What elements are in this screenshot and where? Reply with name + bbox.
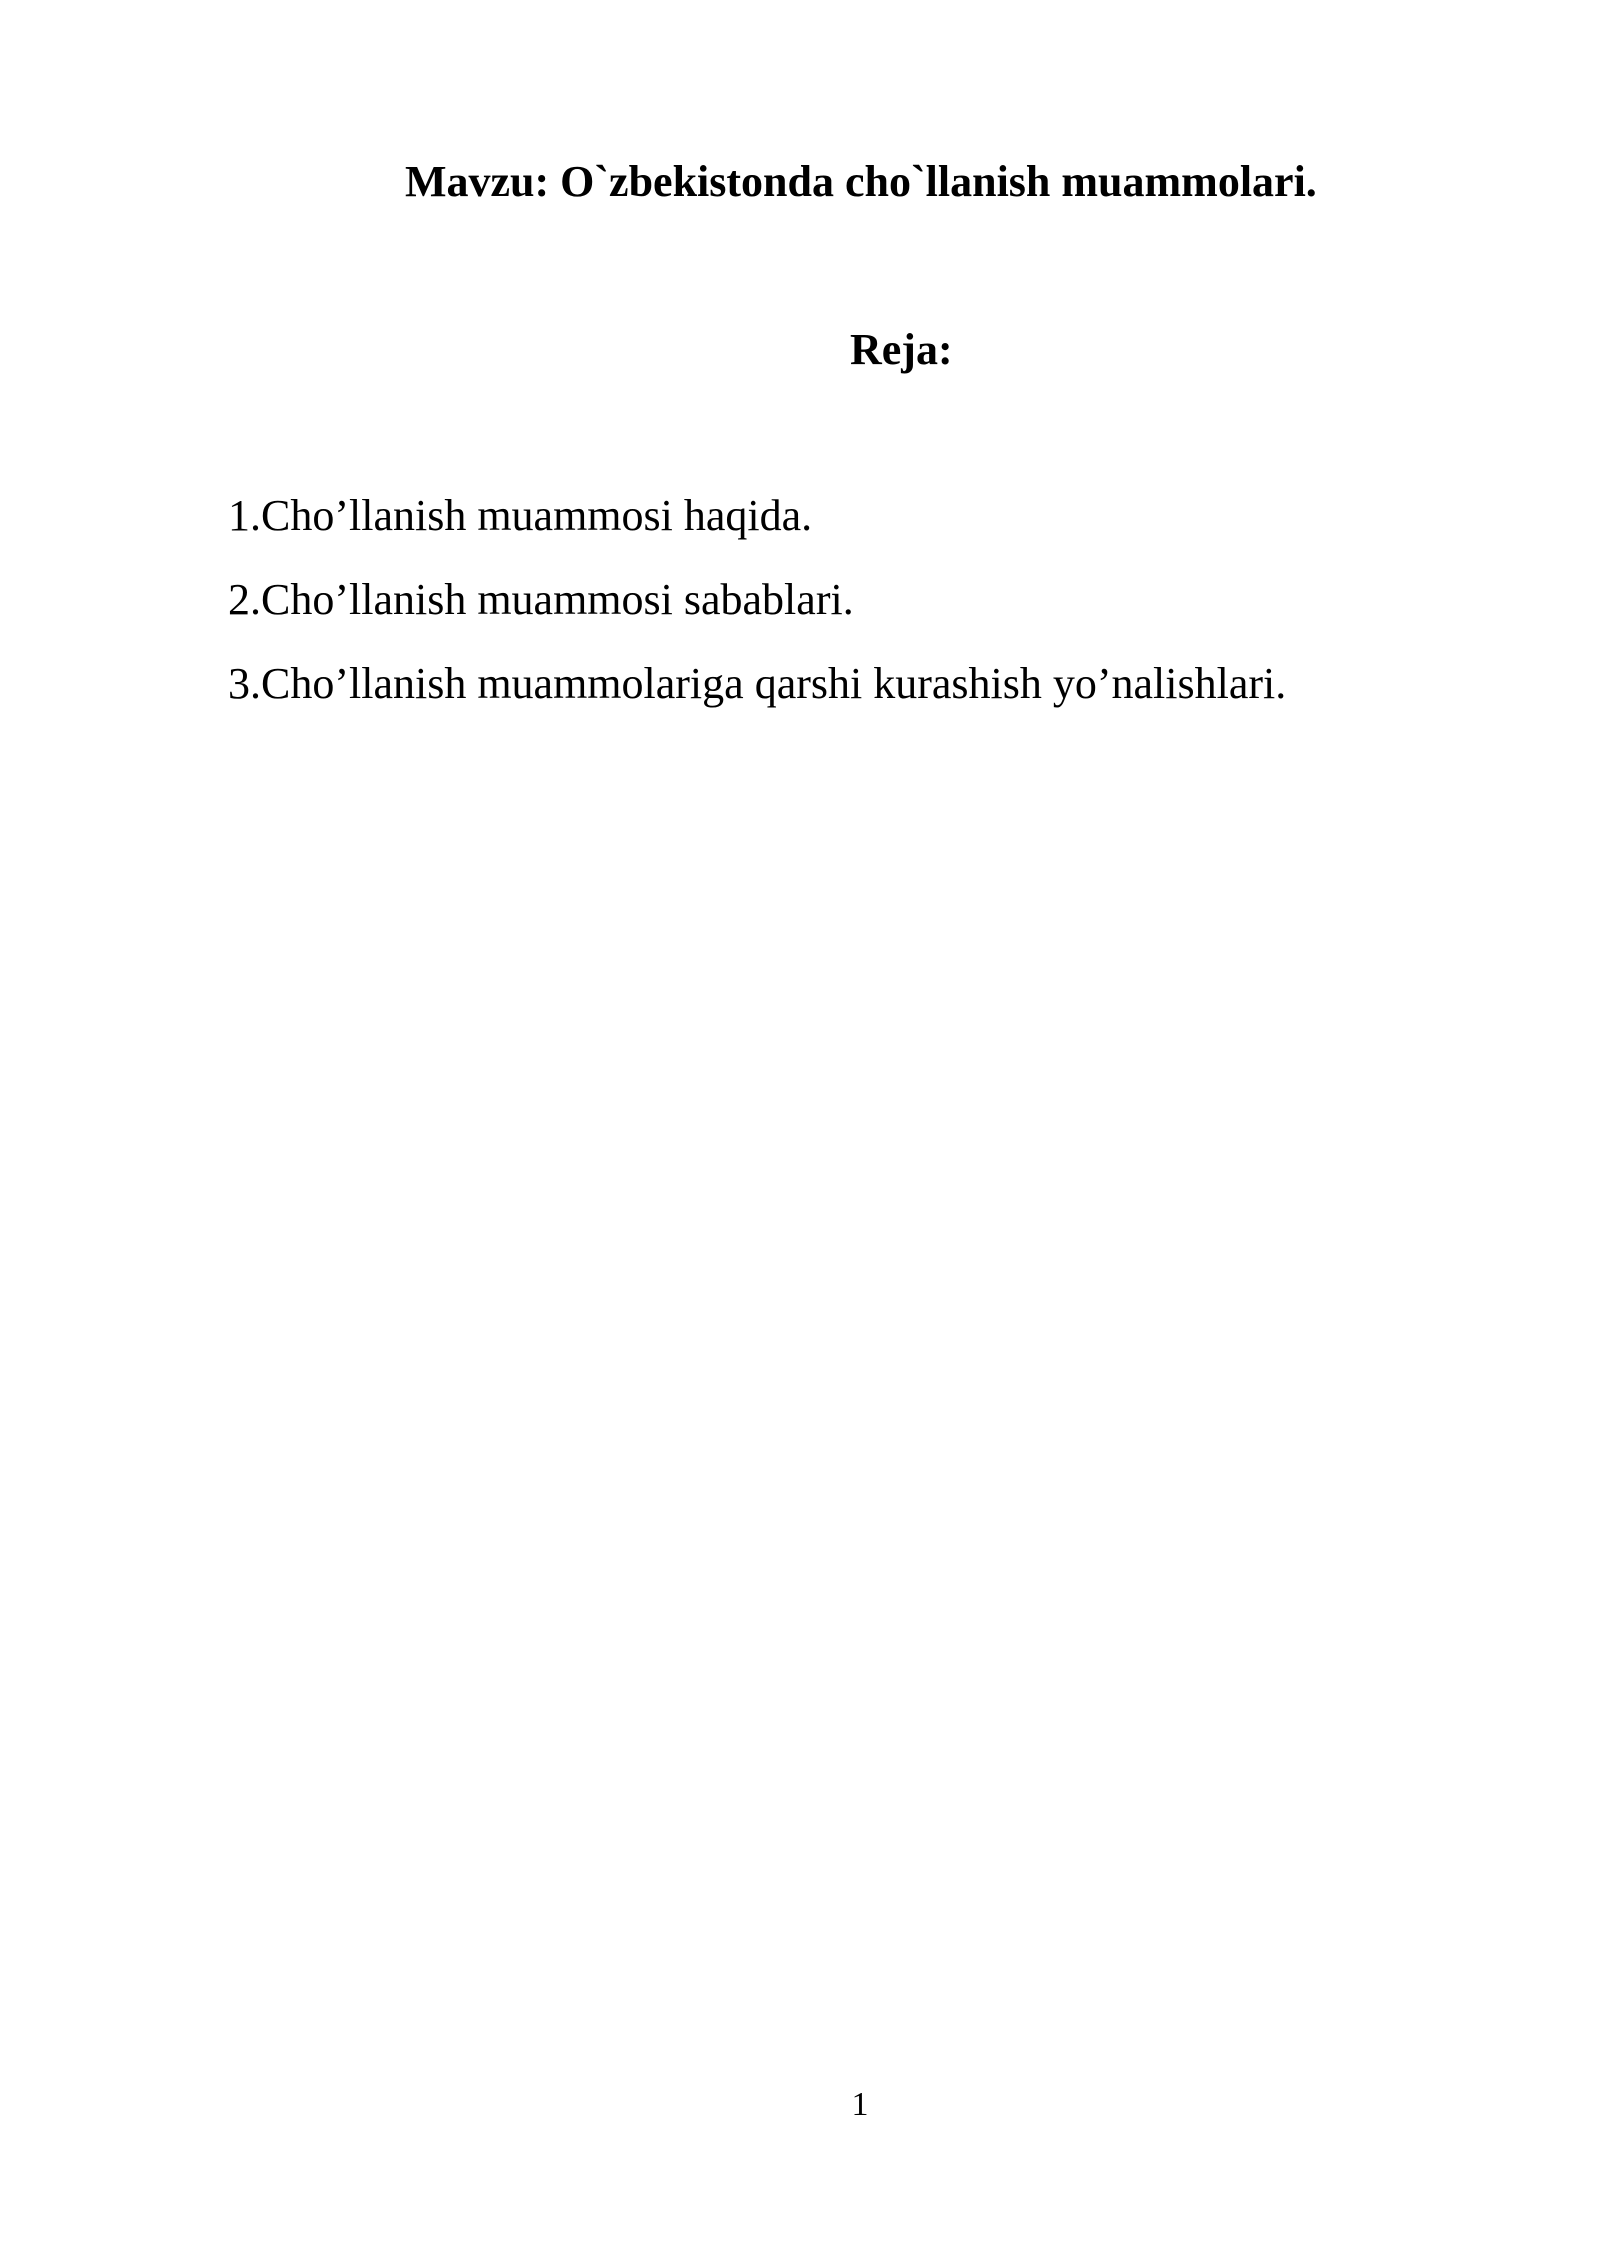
document-title: Mavzu: O`zbekistonda cho`llanish muammolari. [405,157,1317,206]
plan-item: 2.Cho’llanish muammosi sabablari. [228,575,854,624]
page-number: 1 [851,2086,869,2123]
plan-heading: Reja: [850,325,953,374]
plan-item: 1.Cho’llanish muammosi haqida. [228,491,813,540]
plan-item: 3.Cho’llanish muammolariga qarshi kurashish yo’nalishlari. [228,659,1287,708]
plan-list [228,486,1286,714]
